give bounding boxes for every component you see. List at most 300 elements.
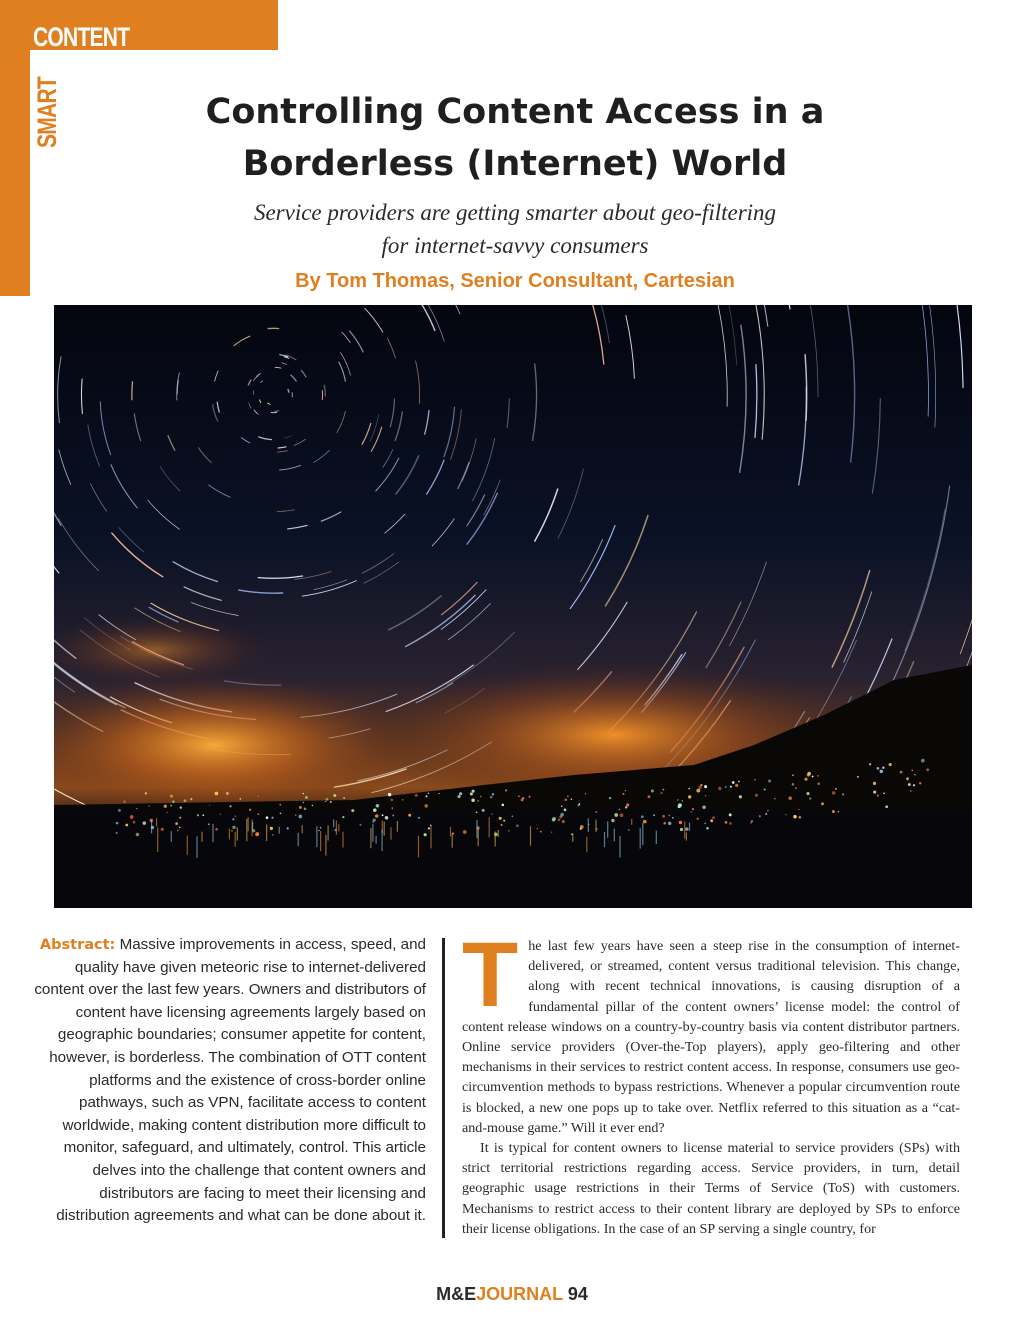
city-light [209, 804, 210, 805]
city-light [402, 799, 404, 801]
city-light [257, 813, 259, 815]
city-light [718, 787, 721, 790]
city-light [799, 816, 802, 819]
water-reflection [248, 817, 249, 831]
city-light [372, 821, 373, 822]
city-light [326, 798, 329, 801]
city-light [229, 805, 231, 807]
star-trail [427, 460, 444, 494]
city-light [136, 808, 137, 809]
star-trail [284, 357, 289, 359]
city-light [424, 833, 427, 836]
star-trail [444, 407, 455, 457]
star-trail [446, 305, 460, 314]
city-light [551, 831, 553, 833]
star-trail [414, 305, 435, 330]
star-trail [395, 412, 402, 441]
city-light [342, 816, 344, 818]
city-light [303, 793, 304, 794]
water-reflection [689, 823, 690, 831]
star-trail [268, 403, 270, 404]
water-reflection [333, 819, 334, 827]
water-reflection [157, 828, 158, 852]
city-light [232, 818, 234, 820]
star-trail [277, 510, 295, 512]
star-trail [134, 414, 140, 441]
city-light [170, 805, 172, 807]
city-light [249, 809, 251, 811]
city-light [832, 791, 835, 794]
water-reflection [450, 827, 451, 837]
star-trail [112, 533, 163, 577]
star-trail [365, 308, 383, 332]
title-line-1: Controlling Content Access in a [205, 92, 825, 132]
city-light [702, 806, 705, 809]
column-divider [442, 938, 445, 1238]
city-light [857, 776, 859, 778]
city-light [620, 813, 624, 817]
water-reflection [418, 836, 419, 858]
star-trail [755, 365, 757, 438]
star-trail [370, 414, 379, 441]
star-trail [302, 581, 356, 596]
star-trail [755, 305, 790, 309]
page-footer [0, 1284, 1024, 1305]
star-trail [389, 596, 441, 630]
city-light [910, 790, 912, 792]
star-trail [132, 382, 133, 400]
water-reflection [588, 818, 589, 832]
star-trail [383, 450, 393, 468]
city-light [220, 813, 221, 814]
city-light [231, 830, 233, 832]
city-light [376, 804, 380, 808]
star-trail [905, 509, 945, 650]
subtitle-line-2: for internet-savvy consumers [381, 233, 649, 258]
city-light [172, 800, 174, 802]
city-light [392, 807, 394, 809]
city-light [832, 810, 835, 813]
city-light [428, 827, 430, 829]
water-reflection [266, 824, 267, 841]
city-light [177, 830, 179, 832]
star-trail [364, 562, 399, 583]
city-light [490, 796, 492, 798]
water-reflection [252, 822, 253, 830]
city-light [614, 813, 618, 817]
city-light [908, 783, 911, 786]
water-reflection [530, 826, 531, 845]
city-light [692, 808, 694, 810]
city-light [164, 805, 167, 808]
city-light [287, 827, 289, 829]
city-light [564, 809, 567, 812]
city-light [677, 799, 679, 801]
city-light [725, 821, 728, 824]
water-reflection [235, 832, 236, 847]
city-light [883, 792, 885, 794]
water-reflection [614, 829, 615, 842]
star-trail [606, 516, 648, 606]
water-reflection [642, 823, 643, 845]
section-tab-smart-label: SMART [32, 77, 62, 148]
star-trail [799, 387, 807, 485]
star-trail [254, 376, 258, 380]
star-trail [59, 450, 71, 485]
star-trail [54, 544, 59, 573]
city-light [873, 782, 876, 785]
city-light [215, 828, 218, 831]
city-light [821, 802, 824, 805]
star-trail [846, 305, 855, 462]
water-reflection [397, 821, 398, 832]
city-light [838, 811, 839, 812]
star-trail [396, 456, 419, 494]
city-light [700, 784, 702, 786]
city-light [712, 816, 715, 819]
city-light [628, 829, 629, 830]
city-light [529, 796, 531, 798]
water-reflection [607, 821, 608, 837]
city-light [418, 817, 420, 819]
city-light [643, 820, 647, 824]
city-light [304, 808, 307, 811]
article-subtitle [150, 196, 880, 262]
city-light [472, 790, 475, 793]
city-light [491, 813, 492, 814]
city-light [537, 828, 539, 830]
city-light [921, 759, 925, 763]
city-light [564, 798, 567, 801]
city-light [190, 798, 192, 800]
water-reflection [151, 820, 152, 834]
body-paragraph-2: It is typical for content owners to license material to service providers (SPs) with strict territorial restrictions regarding access. Service providers, in turn, detail geographic usage restrictions in their Terms of Service (ToS) with customers. Mechanisms to restrict access to their content library are deployed by SPs to enforce their license obligations. In the case of an SP serving a single country, for [462, 1140, 960, 1237]
city-light [503, 820, 505, 822]
city-light [580, 828, 582, 830]
star-trail [314, 580, 347, 590]
city-light [685, 827, 688, 830]
city-light [312, 805, 313, 806]
city-light [161, 828, 164, 831]
star-trail [385, 514, 405, 533]
city-light [754, 779, 755, 780]
water-reflection [171, 831, 172, 842]
city-light [373, 808, 376, 811]
water-reflection [498, 830, 499, 837]
city-light [562, 820, 565, 823]
water-reflection [298, 833, 299, 846]
city-light [750, 822, 752, 824]
city-light [696, 789, 700, 793]
city-light [166, 812, 167, 813]
city-light [578, 803, 580, 805]
water-reflection [279, 827, 280, 834]
water-reflection [316, 826, 317, 847]
star-trail [448, 604, 490, 640]
star-trail [428, 305, 444, 341]
star-trail [234, 336, 250, 346]
city-light [482, 809, 485, 812]
city-light [729, 822, 732, 825]
city-light [611, 819, 614, 822]
star-trail [406, 595, 475, 646]
city-light [793, 815, 796, 818]
star-trail [473, 438, 495, 500]
city-light [235, 815, 236, 816]
city-light [133, 821, 136, 824]
city-light [625, 790, 626, 791]
star-trail [249, 403, 251, 409]
city-light [459, 792, 462, 795]
star-trail [260, 400, 261, 403]
city-light [660, 792, 662, 794]
water-reflection [390, 827, 391, 840]
city-light [118, 809, 121, 812]
city-light [704, 785, 707, 788]
star-trails-illustration [54, 305, 972, 908]
star-trail [160, 467, 180, 492]
water-reflection [196, 836, 197, 858]
city-light [123, 800, 126, 803]
subtitle-line-1: Service providers are getting smarter about geo-filtering [253, 200, 777, 225]
city-light [812, 776, 814, 778]
water-reflection [187, 836, 188, 855]
city-light [625, 806, 627, 808]
star-trail [341, 352, 351, 375]
page-number: 94 [567, 1284, 588, 1304]
water-reflection [640, 828, 641, 849]
city-light [457, 795, 460, 798]
water-reflection [201, 832, 202, 842]
star-trail [81, 379, 82, 414]
title-line-2: Borderless (Internet) World [242, 144, 788, 184]
city-light [735, 784, 738, 787]
star-trail [362, 423, 371, 444]
star-trail [288, 390, 289, 393]
city-light [919, 782, 921, 784]
city-light [359, 824, 361, 826]
star-trail [324, 386, 325, 397]
water-reflection [372, 824, 373, 842]
star-trail [872, 399, 880, 493]
star-trail [198, 448, 211, 463]
star-trail [321, 512, 340, 521]
star-trail [342, 332, 350, 343]
water-reflection [478, 828, 479, 846]
city-light [299, 806, 302, 809]
star-trail [100, 402, 110, 455]
city-light [559, 816, 562, 819]
water-reflection [452, 834, 453, 848]
city-light [688, 788, 690, 790]
city-light [789, 797, 792, 800]
city-light [426, 795, 428, 797]
city-light [663, 789, 665, 791]
city-light [561, 806, 562, 807]
star-trail [810, 305, 818, 397]
star-trail [294, 439, 306, 445]
star-trail [148, 500, 180, 529]
star-trail [288, 525, 308, 529]
star-trail [261, 381, 263, 383]
star-trail [458, 463, 469, 489]
water-reflection [604, 832, 605, 847]
city-light [885, 805, 888, 808]
star-trail [467, 495, 485, 526]
city-light [116, 832, 118, 834]
city-light [730, 786, 732, 788]
city-light [835, 788, 837, 790]
city-light [900, 771, 903, 774]
water-reflection [156, 818, 157, 826]
city-light [540, 831, 542, 833]
city-light [558, 819, 561, 822]
city-light [809, 798, 811, 800]
water-reflection [572, 833, 573, 841]
star-trail [275, 367, 281, 368]
star-trail [376, 458, 399, 491]
city-light [626, 803, 629, 806]
star-trail [578, 602, 627, 669]
city-light [318, 830, 320, 832]
water-reflection [212, 824, 213, 842]
star-trail [275, 411, 279, 412]
city-light [755, 794, 758, 797]
city-light [889, 763, 892, 766]
star-trail [533, 364, 537, 440]
water-reflection [382, 829, 383, 851]
city-light [463, 830, 467, 834]
water-reflection [237, 827, 238, 840]
city-light [567, 795, 568, 796]
city-light [257, 796, 258, 797]
abstract-label: Abstract: [39, 937, 116, 953]
water-reflection [338, 824, 339, 831]
star-trail [248, 380, 251, 385]
star-trail [88, 425, 100, 466]
city-light [232, 826, 235, 829]
water-reflection [376, 836, 377, 844]
water-reflection [489, 817, 490, 837]
city-light [704, 823, 705, 824]
star-trail [747, 305, 768, 326]
city-light [792, 783, 794, 785]
city-light [130, 815, 134, 819]
city-light [911, 770, 912, 771]
abstract-text: Massive improvements in access, speed, and quality have given meteoric rise to internet-delivered content over the last few years. Owners and distributors of content have licensing agreements largely based on geographic boundaries; consumer appetite for content, however, is borderless. The combination of OTT content platforms and the existence of cross-border online pathways, such as VPN, facilitate access to content worldwide, making content distribution more difficult to monitor, safeguard, and ultimately, control. This article delves into the challenge that content owners and distributors are facing to meet their licensing and distribution agreements and what can be done about it. [34, 936, 426, 1225]
city-light [325, 801, 326, 802]
star-trail [215, 371, 218, 381]
star-trail [184, 587, 221, 600]
city-light [705, 795, 706, 796]
city-light [508, 830, 510, 832]
city-light [470, 793, 473, 796]
city-light [768, 780, 771, 783]
water-reflection [229, 829, 230, 840]
city-light [424, 804, 427, 807]
city-light [170, 795, 173, 798]
city-light [179, 817, 181, 819]
city-light [202, 814, 204, 816]
star-trail [285, 436, 293, 439]
city-light [521, 798, 524, 801]
star-trail [957, 305, 963, 388]
star-trail [451, 410, 462, 459]
city-light [197, 814, 199, 816]
star-trail [484, 480, 501, 515]
city-light [330, 801, 332, 803]
city-light [798, 809, 800, 811]
water-reflection [656, 831, 657, 844]
star-trail [339, 362, 345, 381]
city-light [688, 795, 691, 798]
city-light [679, 821, 682, 824]
star-trail [730, 562, 767, 646]
star-trail [173, 562, 217, 582]
city-light [320, 827, 322, 829]
city-light [710, 819, 713, 822]
city-light [116, 822, 119, 825]
city-light [552, 818, 555, 821]
city-light [842, 793, 844, 795]
city-light [641, 815, 644, 818]
city-light [663, 822, 666, 825]
city-light [499, 817, 502, 820]
city-light [125, 824, 128, 827]
water-reflection [320, 831, 321, 851]
section-tab-content-label: CONTENT [33, 22, 130, 52]
star-trail [390, 399, 394, 427]
star-trail [119, 528, 144, 552]
star-trail [594, 305, 609, 343]
star-trail [191, 603, 238, 616]
city-light [869, 763, 871, 765]
city-light [408, 814, 411, 817]
city-light [873, 791, 876, 794]
water-reflection [325, 835, 326, 856]
city-light [738, 781, 740, 783]
star-trail [844, 592, 872, 662]
star-trail [740, 325, 746, 472]
star-trail [239, 590, 283, 593]
city-light [136, 833, 140, 837]
city-light [913, 784, 915, 786]
city-light [668, 822, 671, 825]
drop-cap: T [462, 924, 519, 1026]
star-trail [337, 411, 346, 432]
city-light [648, 795, 651, 798]
city-light [385, 816, 389, 820]
city-light [226, 792, 229, 795]
star-trail [168, 436, 175, 451]
city-light [706, 827, 709, 830]
water-reflection [384, 822, 385, 836]
star-trail [254, 410, 258, 414]
city-light [785, 814, 786, 815]
city-light [255, 834, 258, 837]
city-light [180, 806, 182, 808]
city-light [391, 799, 393, 801]
star-trail [295, 572, 331, 580]
city-light [767, 810, 768, 811]
city-light [651, 790, 654, 793]
city-light [388, 793, 391, 796]
city-light [480, 796, 482, 798]
city-light [272, 834, 274, 836]
star-trail [916, 305, 936, 427]
city-light [512, 816, 513, 817]
city-light [502, 804, 505, 807]
